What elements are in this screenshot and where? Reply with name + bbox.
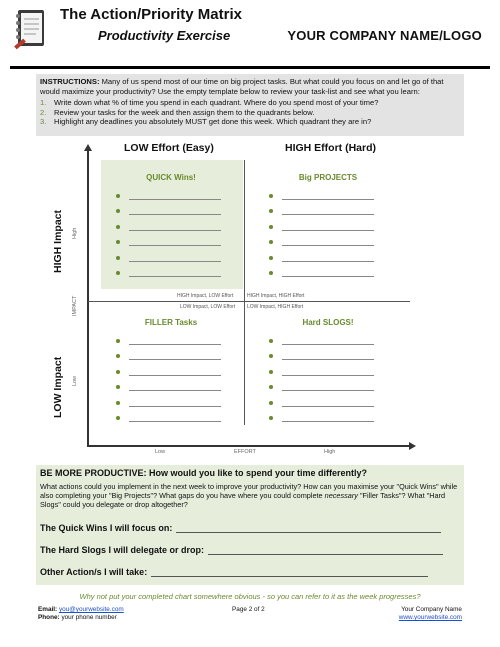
instructions-steps	[40, 98, 458, 127]
bullet-icon	[116, 354, 120, 358]
instruction-step	[40, 108, 458, 118]
step-text: Highlight any deadlines you absolutely MUST get done this week. Which quadrant they are in?	[54, 117, 372, 127]
write-in-line[interactable]	[282, 207, 374, 215]
bullet-icon	[269, 385, 273, 389]
write-in-line[interactable]	[282, 254, 374, 262]
write-in-line[interactable]	[282, 238, 374, 246]
website-link[interactable]: www.yourwebsite.com	[398, 614, 462, 622]
big-projects-caption: HIGH Impact, HIGH Effort	[247, 293, 305, 299]
step-number: 1.	[40, 98, 47, 108]
bullet-icon	[269, 339, 273, 343]
bullet-icon	[269, 240, 273, 244]
productivity-text-part-1: What actions could you implement in the next week to improve your productivity? How can you maximise your "Quick Wins" while also completing your "Big Projects"? What gaps do you have where you could complete	[40, 482, 458, 501]
other-actions-label: Other Action/s I will take:	[40, 567, 148, 577]
instructions-label: INSTRUCTIONS:	[40, 77, 100, 86]
bullet-icon	[116, 370, 120, 374]
list-item	[269, 219, 374, 235]
quick-wins-focus-label: The Quick Wins I will focus on:	[40, 523, 173, 533]
high-effort-heading: HIGH Effort (Hard)	[285, 142, 376, 154]
list-item	[269, 364, 374, 380]
instructions-body: Many of us spend most of our time on big project tasks. But what could you focus on and let go of that would maximize your productivity? Use the empty template below to review your task-list and see what you learn:	[40, 77, 444, 96]
bullet-icon	[269, 225, 273, 229]
write-in-line[interactable]	[282, 192, 374, 200]
y-axis-low-label: Low	[72, 375, 78, 386]
company-name: YOUR COMPANY NAME/LOGO	[287, 28, 482, 43]
email-link[interactable]: you@yourwebsite.com	[58, 606, 124, 613]
write-in-line[interactable]	[129, 192, 221, 200]
bullet-icon	[269, 401, 273, 405]
big-projects-list	[269, 188, 374, 281]
tagline: Why not put your completed chart somewhere obvious - so you can refer to it as the week progresses?	[79, 592, 421, 601]
instructions-box	[36, 74, 464, 136]
write-in-line[interactable]	[129, 399, 221, 407]
write-in-line[interactable]	[129, 254, 221, 262]
footer-phone-line	[38, 614, 124, 622]
footer-contact	[38, 606, 124, 623]
quick-wins-caption: HIGH Impact, LOW Effort	[177, 293, 234, 299]
bullet-icon	[116, 339, 120, 343]
hard-slogs-caption: LOW Impact, HIGH Effort	[247, 304, 304, 310]
productivity-text-part-2: "Filler Tasks"? What "Hard Slogs" could you delegate or drop altogether?	[40, 491, 446, 510]
productivity-section	[36, 465, 464, 585]
write-in-line[interactable]	[282, 337, 374, 345]
list-item	[269, 250, 374, 266]
effort-axis-arrow	[409, 442, 416, 450]
list-item	[116, 250, 221, 266]
write-in-line[interactable]	[129, 337, 221, 345]
bullet-icon	[269, 354, 273, 358]
list-item	[116, 266, 221, 282]
x-axis-title: EFFORT	[234, 449, 256, 455]
step-text: Write down what % of time you spend in each quadrant. Where do you spend most of your time?	[54, 98, 379, 108]
hard-slogs-delegate-field[interactable]	[208, 546, 443, 555]
write-in-line[interactable]	[129, 414, 221, 422]
productivity-title: BE MORE PRODUCTIVE: How would you like to spend your time differently?	[40, 468, 368, 478]
footer-email-line	[38, 606, 124, 614]
other-actions-field[interactable]	[151, 568, 428, 577]
productivity-text-emphasis: necessary	[324, 491, 358, 501]
high-impact-heading: HIGH Impact	[52, 209, 64, 273]
low-effort-heading: LOW Effort (Easy)	[124, 142, 214, 154]
impact-axis-arrow	[84, 144, 92, 151]
step-number: 2.	[40, 107, 47, 117]
planner-icon	[12, 8, 46, 52]
effort-axis	[87, 445, 412, 447]
write-in-line[interactable]	[282, 352, 374, 360]
page-subtitle: Productivity Exercise	[98, 28, 231, 43]
instruction-step	[40, 98, 458, 108]
other-actions-row	[40, 567, 428, 577]
impact-axis	[87, 148, 89, 446]
list-item	[116, 364, 221, 380]
list-item	[116, 395, 221, 411]
list-item	[269, 333, 374, 349]
instructions-text	[40, 77, 458, 96]
step-number: 3.	[40, 117, 47, 127]
big-projects-title: Big PROJECTS	[298, 173, 358, 182]
write-in-line[interactable]	[129, 383, 221, 391]
filler-tasks-caption: LOW Impact, LOW Effort	[180, 304, 236, 310]
list-item	[269, 266, 374, 282]
list-item	[116, 188, 221, 204]
write-in-line[interactable]	[129, 269, 221, 277]
write-in-line[interactable]	[282, 368, 374, 376]
bullet-icon	[116, 271, 120, 275]
step-text: Review your tasks for the week and then assign them to the quadrants below.	[54, 107, 315, 117]
list-item	[116, 333, 221, 349]
list-item	[116, 411, 221, 427]
list-item	[116, 219, 221, 235]
write-in-line[interactable]	[129, 207, 221, 215]
list-item	[269, 349, 374, 365]
bullet-icon	[116, 416, 120, 420]
phone-number: your phone number	[61, 614, 117, 622]
bullet-icon	[116, 256, 120, 260]
bullet-icon	[269, 370, 273, 374]
quick-wins-title: QUICK Wins!	[146, 173, 196, 182]
write-in-line[interactable]	[282, 223, 374, 231]
hard-slogs-title: Hard SLOGS!	[302, 318, 354, 327]
write-in-line[interactable]	[129, 352, 221, 360]
bullet-icon	[269, 416, 273, 420]
low-impact-heading: LOW Impact	[52, 356, 64, 418]
email-label: Email:	[38, 606, 58, 613]
write-in-line[interactable]	[282, 383, 374, 391]
bullet-icon	[116, 401, 120, 405]
footer-company	[399, 606, 462, 623]
write-in-line[interactable]	[282, 414, 374, 422]
list-item	[116, 204, 221, 220]
list-item	[116, 380, 221, 396]
quick-wins-list	[116, 188, 221, 281]
instruction-step	[40, 117, 458, 127]
y-axis-title: IMPACT	[72, 295, 78, 316]
write-in-line[interactable]	[282, 399, 374, 407]
list-item	[269, 411, 374, 427]
y-axis-high-label: High	[72, 227, 78, 239]
header-rule	[10, 66, 490, 69]
phone-label: Phone:	[38, 614, 60, 622]
filler-tasks-list	[116, 333, 221, 426]
list-item	[269, 235, 374, 251]
x-axis-low-label: Low	[155, 449, 166, 455]
list-item	[116, 349, 221, 365]
page-title: The Action/Priority Matrix	[60, 6, 242, 23]
write-in-line[interactable]	[129, 368, 221, 376]
bullet-icon	[116, 225, 120, 229]
matrix-horizontal-divider	[88, 301, 410, 302]
footer-company-name: Your Company Name	[401, 606, 462, 613]
write-in-line[interactable]	[129, 238, 221, 246]
bullet-icon	[269, 209, 273, 213]
bullet-icon	[269, 256, 273, 260]
quick-wins-focus-row	[40, 523, 441, 533]
matrix-vertical-divider	[244, 160, 245, 425]
page-number: Page 2 of 2	[232, 606, 265, 613]
bullet-icon	[116, 209, 120, 213]
write-in-line[interactable]	[282, 269, 374, 277]
list-item	[269, 188, 374, 204]
x-axis-high-label: High	[324, 449, 336, 455]
hard-slogs-delegate-label: The Hard Slogs I will delegate or drop:	[40, 545, 205, 555]
bullet-icon	[116, 385, 120, 389]
list-item	[269, 380, 374, 396]
list-item	[269, 395, 374, 411]
list-item	[116, 235, 221, 251]
bullet-icon	[269, 271, 273, 275]
bullet-icon	[269, 194, 273, 198]
hard-slogs-list	[269, 333, 374, 426]
page-header	[10, 6, 490, 66]
productivity-text	[40, 482, 460, 510]
filler-tasks-title: FILLER Tasks	[144, 318, 198, 327]
hard-slogs-delegate-row	[40, 545, 443, 555]
write-in-line[interactable]	[129, 223, 221, 231]
bullet-icon	[116, 194, 120, 198]
list-item	[269, 204, 374, 220]
bullet-icon	[116, 240, 120, 244]
quick-wins-focus-field[interactable]	[176, 524, 441, 533]
